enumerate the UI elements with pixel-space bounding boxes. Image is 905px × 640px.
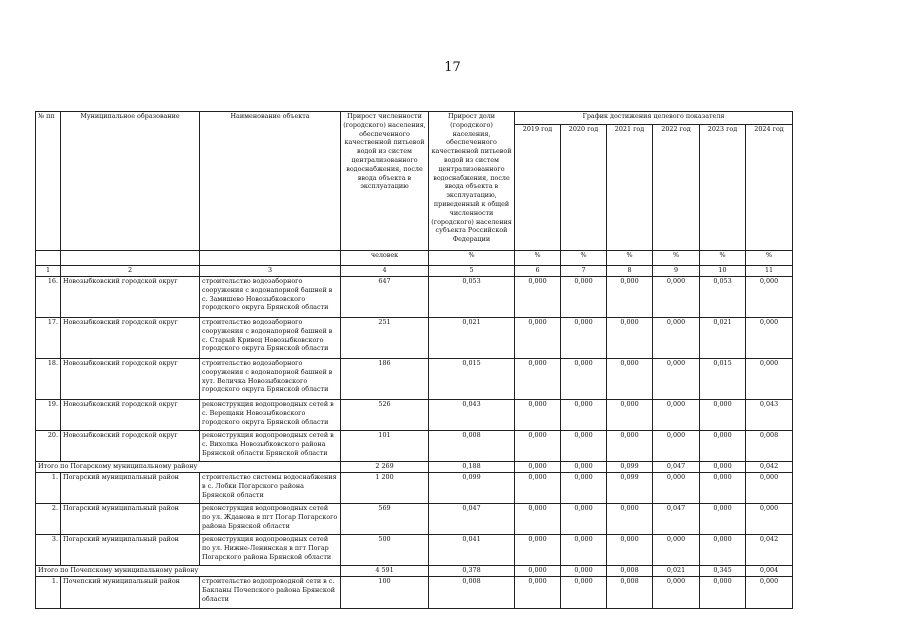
header-year: 2024 год [746,125,793,251]
year-value-cell: 0,043 [746,400,793,431]
unit-cell: % [607,251,653,266]
object-cell: реконструкция водопроводных сетей в с. Верещаки Новозыбковского городского округа Брянской области [200,400,341,431]
column-number: 8 [607,266,653,277]
year-value-cell: 0,047 [653,462,700,473]
year-value-cell: 0,000 [561,400,607,431]
unit-blank [36,251,61,266]
year-value-cell: 0,000 [653,535,700,566]
object-cell: реконструкция водопроводных сетей по ул. Нижне-Ленинская в пгт Погар Погарского района Брянской области [200,535,341,566]
year-value-cell: 0,000 [515,577,561,609]
table-row [36,400,793,431]
year-value-cell: 0,000 [607,400,653,431]
year-value-cell: 0,000 [607,535,653,566]
year-value-cell: 0,099 [607,462,653,473]
year-value-cell: 0,008 [746,431,793,462]
municipality-cell: Новозыбковский городской округ [61,277,200,318]
row-number: 1. [36,577,61,609]
population-cell: 500 [341,535,429,566]
table-row [36,431,793,462]
year-value-cell: 0,000 [561,318,607,359]
year-value-cell: 0,000 [607,318,653,359]
population-cell: 4 591 [341,566,429,577]
object-cell: строительство водозаборного сооружения с водонапорной башней в с. Замишево Новозыбковского городского округа Брянской области [200,277,341,318]
column-number: 4 [341,266,429,277]
population-cell: 647 [341,277,429,318]
total-label: Итого по Почепскому муниципальному району [36,566,341,577]
row-number: 16. [36,277,61,318]
share-cell: 0,099 [429,473,515,504]
row-number: 2. [36,504,61,535]
table-row [36,318,793,359]
municipality-cell: Новозыбковский городской округ [61,318,200,359]
year-value-cell: 0,000 [700,431,746,462]
year-value-cell: 0,000 [700,577,746,609]
table-row [36,577,793,609]
year-value-cell: 0,000 [653,473,700,504]
population-cell: 100 [341,577,429,609]
year-value-cell: 0,000 [561,504,607,535]
year-value-cell: 0,042 [746,535,793,566]
year-value-cell: 0,000 [561,577,607,609]
object-cell: строительство водопроводной сети в с. Бакланы Почепского района Брянской области [200,577,341,609]
column-number: 6 [515,266,561,277]
header-no: № пп [36,112,61,251]
page-number: 17 [444,60,461,75]
municipality-cell: Погарский муниципальный район [61,535,200,566]
table-row [36,473,793,504]
row-number: 18. [36,359,61,400]
share-cell: 0,047 [429,504,515,535]
year-value-cell: 0,008 [607,577,653,609]
year-value-cell: 0,000 [653,277,700,318]
object-cell: строительство водозаборного сооружения с водонапорной башней в хут. Величка Новозыбковского городского округа Брянской области [200,359,341,400]
year-value-cell: 0,000 [515,566,561,577]
header-population-growth: Прирост численности (городского) населения, обеспеченного качественной питьевой водой из систем централизованного водоснабжения, после ввода объекта в эксплуатацию [341,112,429,251]
year-value-cell: 0,053 [700,277,746,318]
municipality-cell: Погарский муниципальный район [61,504,200,535]
year-value-cell: 0,000 [700,462,746,473]
year-value-cell: 0,000 [561,359,607,400]
year-value-cell: 0,000 [607,504,653,535]
row-number: 20. [36,431,61,462]
population-cell: 2 269 [341,462,429,473]
municipality-cell: Новозыбковский городской округ [61,431,200,462]
header-year: 2022 год [653,125,700,251]
unit-cell: человек [341,251,429,266]
year-value-cell: 0,000 [746,277,793,318]
year-value-cell: 0,004 [746,566,793,577]
total-label: Итого по Погарскому муниципальному району [36,462,341,473]
header-schedule: График достижения целевого показателя [515,112,793,125]
year-value-cell: 0,000 [561,462,607,473]
unit-cell: % [700,251,746,266]
year-value-cell: 0,000 [561,535,607,566]
header-object: Наименование объекта [200,112,341,251]
population-cell: 186 [341,359,429,400]
header-municipality: Муниципальное образование [61,112,200,251]
column-number: 5 [429,266,515,277]
population-cell: 526 [341,400,429,431]
year-value-cell: 0,000 [700,504,746,535]
year-value-cell: 0,000 [746,504,793,535]
year-value-cell: 0,021 [653,566,700,577]
year-value-cell: 0,000 [746,577,793,609]
column-number: 3 [200,266,341,277]
population-cell: 251 [341,318,429,359]
year-value-cell: 0,000 [515,504,561,535]
year-value-cell: 0,000 [561,566,607,577]
unit-cell: % [429,251,515,266]
year-value-cell: 0,000 [515,462,561,473]
row-number: 17. [36,318,61,359]
share-cell: 0,053 [429,277,515,318]
year-value-cell: 0,000 [561,473,607,504]
municipality-cell: Погарский муниципальный район [61,473,200,504]
year-value-cell: 0,000 [607,431,653,462]
total-row [36,566,793,577]
object-cell: реконструкция водопроводных сетей по ул. Жданова в пгт Погар Погарского района Брянской области [200,504,341,535]
year-value-cell: 0,099 [607,473,653,504]
year-value-cell: 0,000 [700,473,746,504]
table-row [36,359,793,400]
header-year: 2021 год [607,125,653,251]
unit-cell: % [746,251,793,266]
year-value-cell: 0,000 [515,277,561,318]
year-value-cell: 0,000 [607,359,653,400]
unit-cell: % [515,251,561,266]
share-cell: 0,015 [429,359,515,400]
column-number: 1 [36,266,61,277]
year-value-cell: 0,000 [515,318,561,359]
column-number: 7 [561,266,607,277]
year-value-cell: 0,000 [746,318,793,359]
unit-blank [61,251,200,266]
year-value-cell: 0,000 [700,400,746,431]
table-row [36,504,793,535]
municipality-cell: Новозыбковский городской округ [61,359,200,400]
year-value-cell: 0,000 [515,473,561,504]
year-value-cell: 0,000 [746,473,793,504]
share-cell: 0,008 [429,577,515,609]
year-value-cell: 0,000 [653,400,700,431]
unit-blank [200,251,341,266]
column-number: 9 [653,266,700,277]
target-indicator-table [35,111,793,609]
table-row [36,277,793,318]
year-value-cell: 0,008 [607,566,653,577]
municipality-cell: Почепский муниципальный район [61,577,200,609]
unit-cell: % [653,251,700,266]
year-value-cell: 0,000 [653,359,700,400]
year-value-cell: 0,000 [561,431,607,462]
year-value-cell: 0,015 [700,359,746,400]
column-numbers-row [36,266,793,277]
units-row [36,251,793,266]
municipality-cell: Новозыбковский городской округ [61,400,200,431]
year-value-cell: 0,000 [746,359,793,400]
year-value-cell: 0,000 [515,359,561,400]
year-value-cell: 0,000 [515,431,561,462]
column-number: 10 [700,266,746,277]
unit-cell: % [561,251,607,266]
row-number: 3. [36,535,61,566]
population-cell: 101 [341,431,429,462]
year-value-cell: 0,000 [561,277,607,318]
row-number: 19. [36,400,61,431]
year-value-cell: 0,000 [515,400,561,431]
header-row [36,112,793,125]
year-value-cell: 0,000 [700,535,746,566]
year-value-cell: 0,345 [700,566,746,577]
object-cell: реконструкция водопроводных сетей в с. Вихолка Новозыбковского района Брянской области Брянской области [200,431,341,462]
header-year: 2023 год [700,125,746,251]
object-cell: строительство водозаборного сооружения с водонапорной башней в с. Старый Кривец Новозыбковского городского округа Брянской области [200,318,341,359]
year-value-cell: 0,042 [746,462,793,473]
object-cell: строительство системы водоснабжения в с. Лобки Погарского района Брянской области [200,473,341,504]
share-cell: 0,188 [429,462,515,473]
total-row [36,462,793,473]
share-cell: 0,021 [429,318,515,359]
row-number: 1. [36,473,61,504]
table-row [36,535,793,566]
header-share-growth: Прирост доли (городского) населения, обеспеченного качественной питьевой водой из систем централизованного водоснабжения, после ввода объекта в эксплуатацию, приведенный к общей численности (городского) населения субъекта Российской Федерации [429,112,515,251]
year-value-cell: 0,000 [653,577,700,609]
share-cell: 0,041 [429,535,515,566]
column-number: 2 [61,266,200,277]
population-cell: 569 [341,504,429,535]
header-year: 2019 год [515,125,561,251]
column-number: 11 [746,266,793,277]
share-cell: 0,378 [429,566,515,577]
year-value-cell: 0,000 [607,277,653,318]
population-cell: 1 200 [341,473,429,504]
year-value-cell: 0,000 [653,431,700,462]
year-value-cell: 0,000 [515,535,561,566]
year-value-cell: 0,021 [700,318,746,359]
year-value-cell: 0,047 [653,504,700,535]
header-year: 2020 год [561,125,607,251]
year-value-cell: 0,000 [653,318,700,359]
share-cell: 0,008 [429,431,515,462]
share-cell: 0,043 [429,400,515,431]
